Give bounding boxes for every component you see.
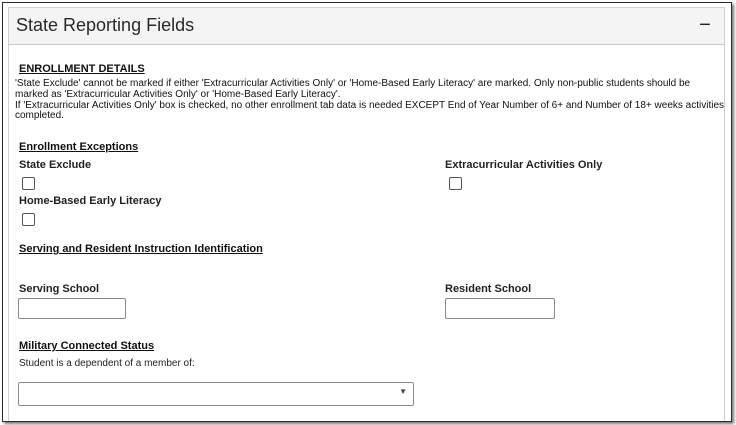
serving-resident-heading: Serving and Resident Instruction Identification (19, 243, 263, 255)
enrollment-note (15, 79, 725, 122)
resident-school-label: Resident School (445, 283, 532, 295)
serving-school-input[interactable] (18, 298, 126, 319)
extracurricular-label: Extracurricular Activities Only (445, 159, 603, 171)
state-reporting-panel (2, 2, 732, 422)
panel-body (8, 44, 725, 421)
home-based-checkbox[interactable] (22, 213, 35, 226)
panel-header (8, 7, 725, 45)
dropdown-arrow-icon: ▼ (399, 387, 407, 396)
enrollment-note-line-2: If 'Extracurricular Activities Only' box is checked, no other enrollment tab data is needed EXCEPT End of Year Number of 6+ and Number of 18+ weeks activities completed. (15, 99, 724, 122)
panel-title: State Reporting Fields (16, 15, 195, 35)
enrollment-exceptions-heading: Enrollment Exceptions (19, 141, 139, 153)
military-status-heading: Military Connected Status (19, 340, 155, 352)
military-dependent-select[interactable] (18, 382, 414, 406)
extracurricular-checkbox[interactable] (449, 177, 462, 190)
home-based-label: Home-Based Early Literacy (19, 195, 162, 207)
enrollment-note-line-1: 'State Exclude' cannot be marked if either 'Extracurricular Activities Only' or 'Home-Based Early Literacy' are marked. Only non-public students should be marked as 'Extracurricular Activities Only' or 'Home-Based Early Literacy'. (15, 78, 691, 100)
state-exclude-label: State Exclude (19, 159, 92, 171)
resident-school-input[interactable] (445, 298, 555, 319)
serving-school-label: Serving School (19, 283, 100, 295)
collapse-button[interactable]: − (699, 14, 711, 36)
dependent-label: Student is a dependent of a member of: (19, 358, 195, 369)
state-exclude-checkbox[interactable] (22, 177, 35, 190)
enrollment-details-heading: ENROLLMENT DETAILS (19, 63, 145, 75)
